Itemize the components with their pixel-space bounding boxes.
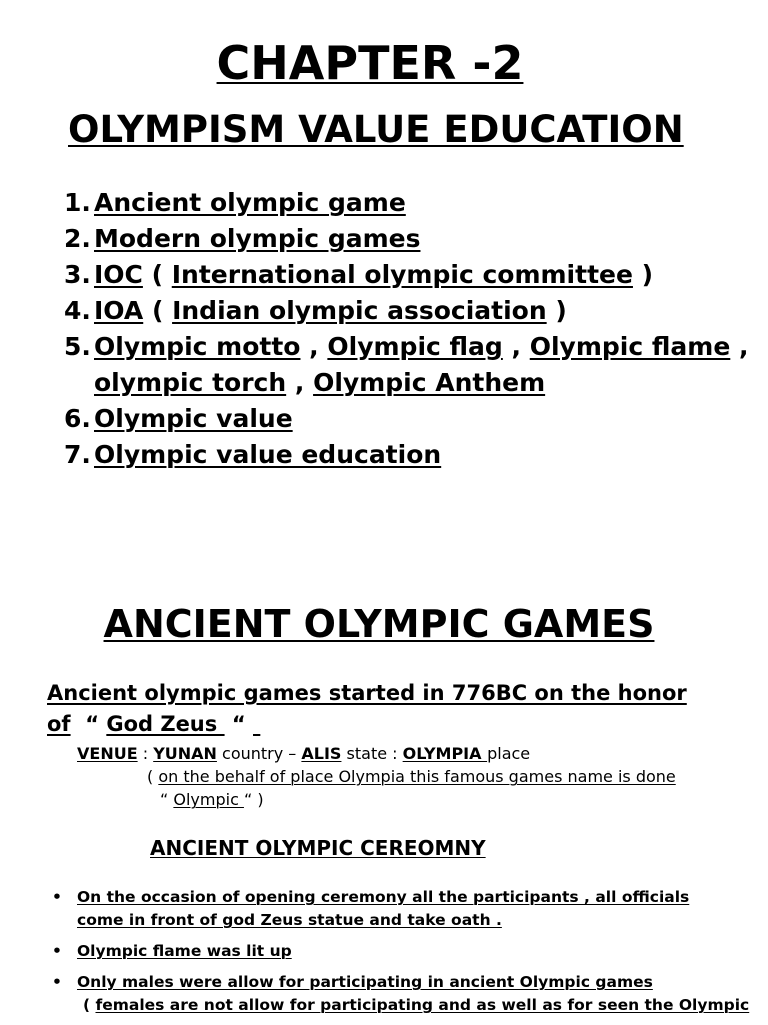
list-item: 2. Modern olympic games bbox=[64, 224, 421, 253]
list-item-continuation: olympic torch , Olympic Anthem bbox=[94, 368, 546, 397]
list-item: 1. Ancient olympic game bbox=[64, 188, 406, 217]
list-item: • Olympic flame was lit up bbox=[52, 940, 749, 963]
section-title: ANCIENT OLYMPIC GAMES bbox=[103, 602, 655, 646]
list-item: 4. IOA ( Indian olympic association ) bbox=[64, 296, 567, 325]
list-item: 3. IOC ( International olympic committee ) bbox=[64, 260, 654, 289]
bullet-icon: • bbox=[52, 888, 62, 906]
topic-list bbox=[64, 185, 749, 473]
list-item: 6. Olympic value bbox=[64, 404, 293, 433]
bullet-icon: • bbox=[52, 973, 62, 991]
venue-info: VENUE : YUNAN country – ALIS state : OLYMPIA place ( on the behalf of place Olympia this famous games name is done “ Olympic “ ) bbox=[77, 744, 676, 809]
bullet-icon: • bbox=[52, 942, 62, 960]
list-item: • Only males were allow for participating in ancient Olympic games ( females are not allow for participating and as well as for seen the Olympic bbox=[52, 973, 750, 1014]
intro-text: Ancient olympic games started in 776BC on the honor of “ God Zeus “ bbox=[47, 681, 687, 736]
list-item: 5. Olympic motto , Olympic flag , Olympic flame , bbox=[64, 332, 749, 361]
page-subtitle: OLYMPISM VALUE EDUCATION bbox=[68, 108, 684, 151]
ceremony-title: ANCIENT OLYMPIC CEREOMNY bbox=[150, 836, 486, 860]
list-item: 7. Olympic value education bbox=[64, 440, 442, 469]
chapter-title: CHAPTER -2 bbox=[216, 36, 524, 90]
ceremony-bullets bbox=[52, 886, 749, 1025]
list-item: • On the occasion of opening ceremony all the participants , all officials come in front of god Zeus statue and take oath . bbox=[52, 888, 690, 929]
